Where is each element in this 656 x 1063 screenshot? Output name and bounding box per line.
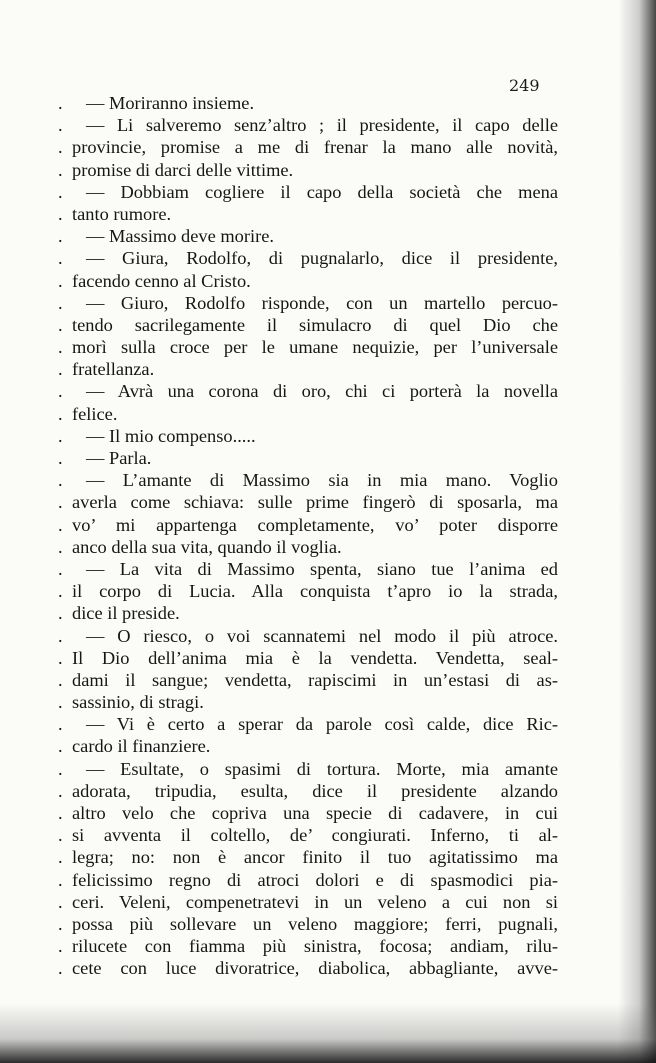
line-marker: . <box>58 758 63 779</box>
text-line <box>58 247 558 269</box>
line-text: — L’amante di Massimo sia in mia mano. Voglio <box>86 470 558 491</box>
text-line <box>58 602 558 624</box>
text-line <box>58 558 558 580</box>
text-line <box>58 669 558 691</box>
line-text: promise di darci delle vittime. <box>72 159 294 180</box>
line-marker: . <box>58 847 63 868</box>
line-marker: . <box>58 159 63 180</box>
line-text: — Moriranno insieme. <box>86 93 255 113</box>
line-text: — Giura, Rodolfo, di pugnalarlo, dice il presidente, <box>86 248 558 269</box>
line-text: tanto rumore. <box>72 203 172 224</box>
line-marker: . <box>58 780 63 801</box>
line-text: altro velo che copriva una specie di cadavere, in cui <box>72 803 558 823</box>
line-marker: . <box>58 625 63 646</box>
text-line <box>58 447 558 469</box>
text-line <box>58 625 558 647</box>
text-line <box>58 425 558 447</box>
line-marker: . <box>58 603 63 624</box>
line-text: — Avrà una corona di oro, chi ci porterà la novella <box>86 381 558 402</box>
line-marker: . <box>58 536 63 557</box>
line-text: averla come schiava: sulle prime fingerò di sposarla, ma <box>72 492 558 513</box>
text-line <box>58 647 558 669</box>
line-text: dice il preside. <box>72 603 180 624</box>
line-marker: . <box>58 448 63 468</box>
text-line <box>58 114 558 136</box>
text-line <box>58 536 558 558</box>
line-marker: . <box>58 581 63 602</box>
line-text: — Li salveremo senz’altro ; il presidente, il capo delle <box>86 115 558 136</box>
line-marker: . <box>58 270 63 291</box>
text-line <box>58 336 558 358</box>
text-line <box>58 935 558 957</box>
line-text: vo’ mi appartenga completamente, vo’ poter disporre <box>72 514 558 535</box>
line-marker: . <box>58 93 63 113</box>
page-text <box>58 92 558 980</box>
text-line <box>58 225 558 247</box>
line-text: si avventa il coltello, de’ congiurati. Inferno, ti al- <box>72 825 558 846</box>
text-line <box>58 181 558 203</box>
text-line <box>58 514 558 536</box>
text-line <box>58 92 558 114</box>
line-text: — O riesco, o voi scannatemi nel modo il più atroce. <box>86 625 558 646</box>
line-marker: . <box>58 359 63 380</box>
line-marker: . <box>58 425 63 446</box>
line-text: morì sulla croce per le umane nequizie, per l’universale <box>72 337 558 358</box>
line-text: cete con luce divoratrice, diabolica, abbagliante, avve- <box>72 958 558 979</box>
text-line <box>58 159 558 181</box>
line-marker: . <box>58 470 63 491</box>
line-marker: . <box>58 403 63 424</box>
line-marker: . <box>58 958 63 979</box>
text-line <box>58 491 558 513</box>
text-line <box>58 203 558 225</box>
line-text: fratellanza. <box>72 359 155 380</box>
line-text: felicissimo regno di atroci dolori e di spasmodici pia- <box>72 869 558 890</box>
text-line <box>58 735 558 757</box>
line-text: dami il sangue; vendetta, rapiscimi in un’estasi di as- <box>72 669 558 690</box>
text-line <box>58 403 558 425</box>
line-marker: . <box>58 514 63 535</box>
line-marker: . <box>58 337 63 358</box>
text-line <box>58 358 558 380</box>
text-line <box>58 713 558 735</box>
text-line <box>58 957 558 979</box>
line-text: facendo cenno al Cristo. <box>72 270 251 291</box>
line-marker: . <box>58 292 63 313</box>
line-text: legra; no: non è ancor finito il tuo agitatissimo ma <box>72 847 558 868</box>
text-line <box>58 314 558 336</box>
line-marker: . <box>58 936 63 957</box>
text-line <box>58 913 558 935</box>
line-marker: . <box>58 736 63 757</box>
line-text: felice. <box>72 403 118 424</box>
line-text: tendo sacrilegamente il simulacro di quel Dio che <box>72 314 558 335</box>
line-marker: . <box>58 869 63 890</box>
text-line <box>58 846 558 868</box>
text-line <box>58 292 558 314</box>
line-marker: . <box>58 248 63 269</box>
line-text: anco della sua vita, quando il voglia. <box>72 536 342 557</box>
line-marker: . <box>58 714 63 735</box>
line-marker: . <box>58 891 63 912</box>
text-line <box>58 380 558 402</box>
line-marker: . <box>58 381 63 402</box>
line-marker: . <box>58 181 63 202</box>
line-marker: . <box>58 913 63 934</box>
line-text: — Parla. <box>86 448 152 468</box>
line-text: — Dobbiam cogliere il capo della società che mena <box>86 181 558 202</box>
binding-shadow-bottom <box>0 1003 656 1063</box>
line-text: — Esultate, o spasimi di tortura. Morte, mia amante <box>86 758 558 779</box>
line-text: provincie, promise a me di frenar la mano alle novità, <box>72 137 558 158</box>
text-line <box>58 691 558 713</box>
line-marker: . <box>58 137 63 158</box>
line-text: — Vi è certo a sperar da parole così calde, dice Ric- <box>86 714 558 735</box>
text-line <box>58 270 558 292</box>
line-text: — Giuro, Rodolfo risponde, con un martello percuo- <box>86 292 558 313</box>
text-line <box>58 580 558 602</box>
line-text: il corpo di Lucia. Alla conquista t’apro io la strada, <box>72 581 558 602</box>
line-text: — Il mio compenso..... <box>86 425 256 446</box>
line-marker: . <box>58 226 63 247</box>
line-marker: . <box>58 203 63 224</box>
text-line <box>58 891 558 913</box>
text-line <box>58 758 558 780</box>
line-marker: . <box>58 115 63 136</box>
text-line <box>58 780 558 802</box>
text-line <box>58 802 558 824</box>
line-text: Il Dio dell’anima mia è la vendetta. Vendetta, seal- <box>72 647 558 668</box>
line-text: rilucete con fiamma più sinistra, focosa; andiam, rilu- <box>72 936 558 957</box>
line-text: — Massimo deve morire. <box>86 226 274 247</box>
line-text: adorata, tripudia, esulta, dice il presidente alzando <box>72 780 558 801</box>
line-marker: . <box>58 492 63 513</box>
text-line <box>58 824 558 846</box>
page-number: 249 <box>509 76 540 95</box>
line-marker: . <box>58 669 63 690</box>
line-marker: . <box>58 314 63 335</box>
line-text: cardo il finanziere. <box>72 736 211 757</box>
line-text: ceri. Veleni, compenetratevi in un veleno a cui non si <box>72 891 558 912</box>
line-marker: . <box>58 692 63 713</box>
line-text: sassinio, di stragi. <box>72 692 204 713</box>
line-marker: . <box>58 825 63 846</box>
text-line <box>58 469 558 491</box>
line-marker: . <box>58 803 63 823</box>
text-line <box>58 869 558 891</box>
text-line <box>58 136 558 158</box>
line-marker: . <box>58 647 63 668</box>
line-marker: . <box>58 558 63 579</box>
binding-shadow-right <box>618 0 656 1063</box>
line-text: possa più sollevare un veleno maggiore; ferri, pugnali, <box>72 913 558 934</box>
line-text: — La vita di Massimo spenta, siano tue l’anima ed <box>86 558 558 579</box>
